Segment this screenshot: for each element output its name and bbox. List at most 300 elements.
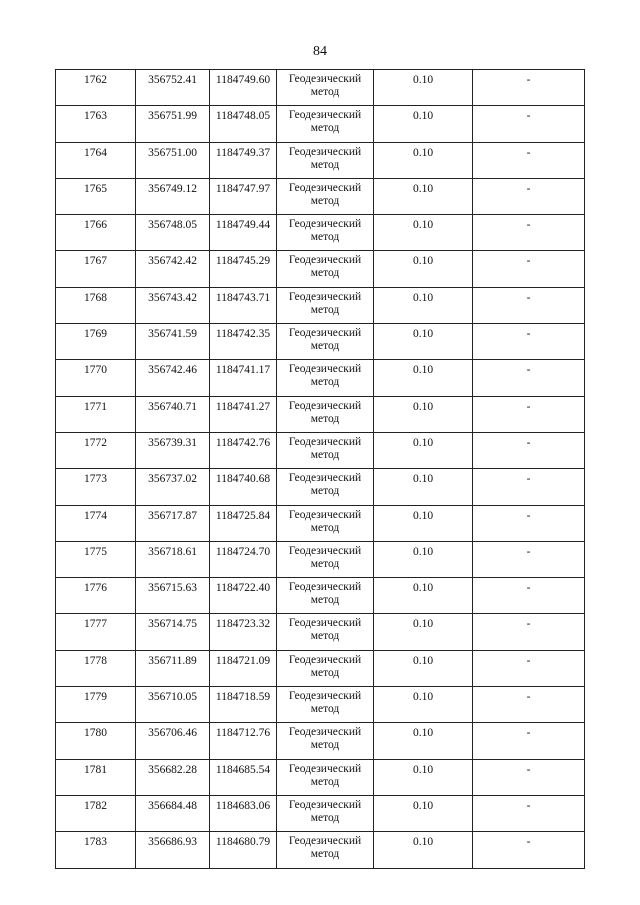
method-cell — [277, 505, 374, 541]
method-line-1: Геодезический — [288, 109, 362, 122]
note-cell — [473, 251, 585, 287]
accuracy-cell — [374, 687, 473, 723]
point-number-cell — [56, 759, 136, 795]
method-line-2: метод — [310, 158, 340, 171]
method-line-1: Геодезический — [288, 508, 362, 521]
x-coordinate-value: 356749.12 — [148, 182, 197, 195]
point-number-cell — [56, 723, 136, 759]
point-number-value: 1767 — [84, 255, 107, 268]
x-coordinate-cell — [136, 795, 210, 831]
method-line-2: метод — [310, 630, 340, 643]
method-line-1: Геодезический — [288, 218, 362, 231]
method-cell — [277, 723, 374, 759]
point-number-cell — [56, 505, 136, 541]
note-value: - — [526, 400, 531, 413]
y-coordinate-value: 1184683.06 — [215, 799, 271, 812]
note-value: - — [526, 836, 531, 849]
method-line-1: Геодезический — [288, 363, 362, 376]
x-coordinate-value: 356748.05 — [148, 219, 197, 232]
method-cell — [277, 251, 374, 287]
method-line-1: Геодезический — [288, 145, 362, 158]
method-line-2: метод — [310, 666, 340, 679]
method-line-2: метод — [310, 86, 340, 98]
method-line-1: Геодезический — [288, 798, 362, 811]
x-coordinate-cell — [136, 324, 210, 360]
method-cell — [277, 650, 374, 686]
note-cell — [473, 70, 585, 106]
x-coordinate-value: 356715.63 — [148, 582, 197, 595]
method-line-1: Геодезический — [288, 581, 362, 594]
table-row — [56, 578, 585, 614]
method-line-1: Геодезический — [288, 472, 362, 485]
accuracy-value: 0.10 — [412, 291, 434, 304]
accuracy-cell — [374, 324, 473, 360]
method-cell — [277, 215, 374, 251]
coordinates-table-body — [56, 70, 585, 869]
note-value: - — [526, 799, 531, 812]
point-number-cell — [56, 287, 136, 323]
x-coordinate-cell — [136, 469, 210, 505]
method-cell — [277, 614, 374, 650]
note-value: - — [526, 545, 531, 558]
table-row — [56, 832, 585, 868]
accuracy-value: 0.10 — [412, 618, 434, 631]
point-number-value: 1779 — [84, 691, 107, 704]
y-coordinate-cell — [210, 687, 277, 723]
table-row — [56, 687, 585, 723]
method-cell — [277, 687, 374, 723]
note-value: - — [526, 473, 531, 486]
point-number-value: 1768 — [84, 291, 107, 304]
note-cell — [473, 723, 585, 759]
table-row — [56, 614, 585, 650]
point-number-cell — [56, 578, 136, 614]
point-number-value: 1764 — [84, 146, 107, 159]
point-number-value: 1762 — [84, 74, 107, 86]
table-row — [56, 505, 585, 541]
y-coordinate-cell — [210, 578, 277, 614]
method-cell — [277, 578, 374, 614]
note-cell — [473, 432, 585, 468]
accuracy-cell — [374, 723, 473, 759]
y-coordinate-value: 1184680.79 — [215, 836, 271, 849]
note-cell — [473, 396, 585, 432]
point-number-cell — [56, 70, 136, 106]
accuracy-cell — [374, 432, 473, 468]
point-number-cell — [56, 687, 136, 723]
y-coordinate-value: 1184721.09 — [215, 654, 271, 667]
accuracy-cell — [374, 614, 473, 650]
method-line-2: метод — [310, 557, 340, 570]
y-coordinate-cell — [210, 759, 277, 795]
y-coordinate-value: 1184749.60 — [215, 74, 271, 86]
accuracy-cell — [374, 759, 473, 795]
x-coordinate-value: 356741.59 — [148, 328, 197, 341]
y-coordinate-value: 1184749.37 — [215, 146, 271, 159]
method-cell — [277, 178, 374, 214]
point-number-value: 1782 — [84, 799, 107, 812]
method-line-1: Геодезический — [288, 254, 362, 267]
x-coordinate-cell — [136, 723, 210, 759]
method-line-1: Геодезический — [288, 726, 362, 739]
note-value: - — [526, 436, 531, 449]
y-coordinate-cell — [210, 795, 277, 831]
point-number-value: 1769 — [84, 328, 107, 341]
method-cell — [277, 396, 374, 432]
table-row — [56, 396, 585, 432]
table-row — [56, 432, 585, 468]
method-line-1: Геодезический — [288, 617, 362, 630]
x-coordinate-cell — [136, 687, 210, 723]
method-line-1: Геодезический — [288, 435, 362, 448]
point-number-cell — [56, 614, 136, 650]
accuracy-cell — [374, 287, 473, 323]
accuracy-value: 0.10 — [412, 727, 434, 740]
y-coordinate-value: 1184742.35 — [215, 328, 271, 341]
point-number-cell — [56, 396, 136, 432]
point-number-value: 1781 — [84, 763, 107, 776]
accuracy-cell — [374, 142, 473, 178]
table-row — [56, 469, 585, 505]
x-coordinate-value: 356718.61 — [148, 545, 197, 558]
y-coordinate-cell — [210, 650, 277, 686]
method-cell — [277, 142, 374, 178]
y-coordinate-cell — [210, 541, 277, 577]
table-row — [56, 142, 585, 178]
x-coordinate-value: 356710.05 — [148, 691, 197, 704]
y-coordinate-value: 1184712.76 — [215, 727, 271, 740]
y-coordinate-cell — [210, 505, 277, 541]
y-coordinate-cell — [210, 251, 277, 287]
method-cell — [277, 541, 374, 577]
table-row — [56, 759, 585, 795]
point-number-value: 1783 — [84, 836, 107, 849]
x-coordinate-cell — [136, 432, 210, 468]
note-cell — [473, 614, 585, 650]
point-number-cell — [56, 142, 136, 178]
method-line-1: Геодезический — [288, 762, 362, 775]
method-line-2: метод — [310, 267, 340, 280]
accuracy-cell — [374, 578, 473, 614]
table-row — [56, 251, 585, 287]
method-line-2: метод — [310, 122, 340, 135]
y-coordinate-cell — [210, 178, 277, 214]
table-row — [56, 650, 585, 686]
accuracy-value: 0.10 — [412, 509, 434, 522]
accuracy-cell — [374, 795, 473, 831]
x-coordinate-cell — [136, 106, 210, 142]
note-cell — [473, 759, 585, 795]
method-line-1: Геодезический — [288, 73, 362, 85]
point-number-value: 1766 — [84, 219, 107, 232]
method-line-2: метод — [310, 231, 340, 244]
table-row — [56, 287, 585, 323]
method-cell — [277, 287, 374, 323]
x-coordinate-value: 356751.99 — [148, 110, 197, 123]
method-cell — [277, 759, 374, 795]
note-cell — [473, 505, 585, 541]
note-cell — [473, 324, 585, 360]
y-coordinate-value: 1184741.27 — [215, 400, 271, 413]
accuracy-value: 0.10 — [412, 691, 434, 704]
y-coordinate-cell — [210, 70, 277, 106]
method-cell — [277, 795, 374, 831]
method-cell — [277, 106, 374, 142]
x-coordinate-value: 356684.48 — [148, 799, 197, 812]
y-coordinate-cell — [210, 360, 277, 396]
accuracy-value: 0.10 — [412, 836, 434, 849]
note-cell — [473, 541, 585, 577]
method-line-2: метод — [310, 448, 340, 461]
y-coordinate-cell — [210, 106, 277, 142]
accuracy-cell — [374, 650, 473, 686]
y-coordinate-value: 1184747.97 — [215, 182, 271, 195]
x-coordinate-value: 356742.46 — [148, 364, 197, 377]
point-number-cell — [56, 106, 136, 142]
x-coordinate-value: 356706.46 — [148, 727, 197, 740]
point-number-cell — [56, 650, 136, 686]
table-row — [56, 360, 585, 396]
x-coordinate-value: 356739.31 — [148, 436, 197, 449]
accuracy-value: 0.10 — [412, 582, 434, 595]
note-cell — [473, 287, 585, 323]
table-row — [56, 178, 585, 214]
method-line-2: метод — [310, 412, 340, 425]
method-cell — [277, 324, 374, 360]
table-row — [56, 324, 585, 360]
point-number-value: 1771 — [84, 400, 107, 413]
page-number: 84 — [313, 44, 327, 59]
note-cell — [473, 687, 585, 723]
x-coordinate-value: 356717.87 — [148, 509, 197, 522]
accuracy-cell — [374, 360, 473, 396]
y-coordinate-value: 1184740.68 — [215, 473, 271, 486]
note-cell — [473, 650, 585, 686]
method-line-2: метод — [310, 340, 340, 353]
note-value: - — [526, 110, 531, 123]
accuracy-value: 0.10 — [412, 219, 434, 232]
note-cell — [473, 360, 585, 396]
x-coordinate-cell — [136, 251, 210, 287]
method-cell — [277, 832, 374, 868]
note-value: - — [526, 727, 531, 740]
y-coordinate-value: 1184723.32 — [215, 618, 271, 631]
point-number-value: 1770 — [84, 364, 107, 377]
accuracy-cell — [374, 396, 473, 432]
x-coordinate-value: 356751.00 — [148, 146, 197, 159]
x-coordinate-value: 356752.41 — [148, 74, 197, 86]
x-coordinate-cell — [136, 541, 210, 577]
accuracy-value: 0.10 — [412, 799, 434, 812]
accuracy-value: 0.10 — [412, 545, 434, 558]
x-coordinate-cell — [136, 578, 210, 614]
note-value: - — [526, 328, 531, 341]
accuracy-value: 0.10 — [412, 74, 434, 86]
accuracy-value: 0.10 — [412, 146, 434, 159]
x-coordinate-value: 356714.75 — [148, 618, 197, 631]
method-line-2: метод — [310, 303, 340, 316]
method-line-2: метод — [310, 594, 340, 607]
note-value: - — [526, 618, 531, 631]
point-number-value: 1778 — [84, 654, 107, 667]
accuracy-value: 0.10 — [412, 110, 434, 123]
x-coordinate-cell — [136, 142, 210, 178]
table-row — [56, 723, 585, 759]
point-number-cell — [56, 832, 136, 868]
point-number-value: 1775 — [84, 545, 107, 558]
y-coordinate-cell — [210, 432, 277, 468]
y-coordinate-cell — [210, 614, 277, 650]
note-value: - — [526, 219, 531, 232]
note-cell — [473, 832, 585, 868]
accuracy-cell — [374, 106, 473, 142]
note-cell — [473, 178, 585, 214]
point-number-cell — [56, 215, 136, 251]
accuracy-value: 0.10 — [412, 763, 434, 776]
accuracy-value: 0.10 — [412, 654, 434, 667]
y-coordinate-value: 1184742.76 — [215, 436, 271, 449]
note-value: - — [526, 509, 531, 522]
table-row — [56, 541, 585, 577]
accuracy-value: 0.10 — [412, 182, 434, 195]
point-number-cell — [56, 324, 136, 360]
point-number-value: 1772 — [84, 436, 107, 449]
x-coordinate-value: 356743.42 — [148, 291, 197, 304]
note-value: - — [526, 146, 531, 159]
x-coordinate-value: 356742.42 — [148, 255, 197, 268]
method-line-2: метод — [310, 739, 340, 752]
y-coordinate-cell — [210, 142, 277, 178]
method-line-2: метод — [310, 811, 340, 824]
method-cell — [277, 432, 374, 468]
note-value: - — [526, 74, 531, 86]
method-cell — [277, 70, 374, 106]
note-value: - — [526, 364, 531, 377]
note-value: - — [526, 291, 531, 304]
accuracy-cell — [374, 505, 473, 541]
point-number-cell — [56, 251, 136, 287]
method-line-2: метод — [310, 703, 340, 716]
accuracy-cell — [374, 178, 473, 214]
x-coordinate-value: 356686.93 — [148, 836, 197, 849]
point-number-value: 1777 — [84, 618, 107, 631]
y-coordinate-value: 1184724.70 — [215, 545, 271, 558]
point-number-cell — [56, 178, 136, 214]
point-number-cell — [56, 541, 136, 577]
x-coordinate-cell — [136, 832, 210, 868]
accuracy-cell — [374, 541, 473, 577]
point-number-value: 1774 — [84, 509, 107, 522]
x-coordinate-cell — [136, 215, 210, 251]
point-number-cell — [56, 432, 136, 468]
y-coordinate-value: 1184741.17 — [215, 364, 271, 377]
y-coordinate-cell — [210, 324, 277, 360]
note-cell — [473, 469, 585, 505]
note-cell — [473, 106, 585, 142]
method-line-1: Геодезический — [288, 544, 362, 557]
point-number-value: 1780 — [84, 727, 107, 740]
method-line-2: метод — [310, 194, 340, 207]
x-coordinate-cell — [136, 178, 210, 214]
y-coordinate-value: 1184749.44 — [215, 219, 271, 232]
method-line-1: Геодезический — [288, 653, 362, 666]
method-cell — [277, 469, 374, 505]
y-coordinate-cell — [210, 469, 277, 505]
point-number-cell — [56, 360, 136, 396]
y-coordinate-value: 1184685.54 — [215, 763, 271, 776]
y-coordinate-cell — [210, 832, 277, 868]
y-coordinate-cell — [210, 723, 277, 759]
point-number-value: 1773 — [84, 473, 107, 486]
x-coordinate-value: 356711.89 — [148, 654, 197, 667]
y-coordinate-cell — [210, 287, 277, 323]
y-coordinate-value: 1184748.05 — [215, 110, 271, 123]
x-coordinate-cell — [136, 505, 210, 541]
y-coordinate-value: 1184722.40 — [215, 582, 271, 595]
accuracy-value: 0.10 — [412, 328, 434, 341]
table-row — [56, 106, 585, 142]
note-value: - — [526, 182, 531, 195]
method-line-1: Геодезический — [288, 290, 362, 303]
note-value: - — [526, 691, 531, 704]
method-line-2: метод — [310, 485, 340, 498]
method-line-1: Геодезический — [288, 327, 362, 340]
note-cell — [473, 215, 585, 251]
x-coordinate-cell — [136, 360, 210, 396]
point-number-value: 1765 — [84, 182, 107, 195]
y-coordinate-value: 1184725.84 — [215, 509, 271, 522]
method-line-1: Геодезический — [288, 399, 362, 412]
x-coordinate-cell — [136, 70, 210, 106]
method-line-2: метод — [310, 376, 340, 389]
y-coordinate-value: 1184718.59 — [215, 691, 271, 704]
x-coordinate-value: 356737.02 — [148, 473, 197, 486]
accuracy-value: 0.10 — [412, 255, 434, 268]
method-line-2: метод — [310, 848, 340, 861]
point-number-cell — [56, 469, 136, 505]
method-line-1: Геодезический — [288, 835, 362, 848]
note-cell — [473, 142, 585, 178]
table-row — [56, 70, 585, 106]
x-coordinate-value: 356682.28 — [148, 763, 197, 776]
note-cell — [473, 578, 585, 614]
accuracy-cell — [374, 215, 473, 251]
point-number-value: 1776 — [84, 582, 107, 595]
y-coordinate-value: 1184745.29 — [215, 255, 271, 268]
y-coordinate-cell — [210, 396, 277, 432]
accuracy-cell — [374, 469, 473, 505]
method-line-2: метод — [310, 521, 340, 534]
table-row — [56, 795, 585, 831]
method-line-1: Геодезический — [288, 690, 362, 703]
accuracy-value: 0.10 — [412, 364, 434, 377]
y-coordinate-value: 1184743.71 — [215, 291, 271, 304]
accuracy-value: 0.10 — [412, 436, 434, 449]
note-value: - — [526, 582, 531, 595]
method-line-2: метод — [310, 775, 340, 788]
method-cell — [277, 360, 374, 396]
note-cell — [473, 795, 585, 831]
method-line-1: Геодезический — [288, 181, 362, 194]
note-value: - — [526, 654, 531, 667]
x-coordinate-cell — [136, 614, 210, 650]
accuracy-cell — [374, 832, 473, 868]
x-coordinate-cell — [136, 396, 210, 432]
y-coordinate-cell — [210, 215, 277, 251]
coordinates-table — [55, 69, 585, 869]
accuracy-value: 0.10 — [412, 400, 434, 413]
accuracy-value: 0.10 — [412, 473, 434, 486]
